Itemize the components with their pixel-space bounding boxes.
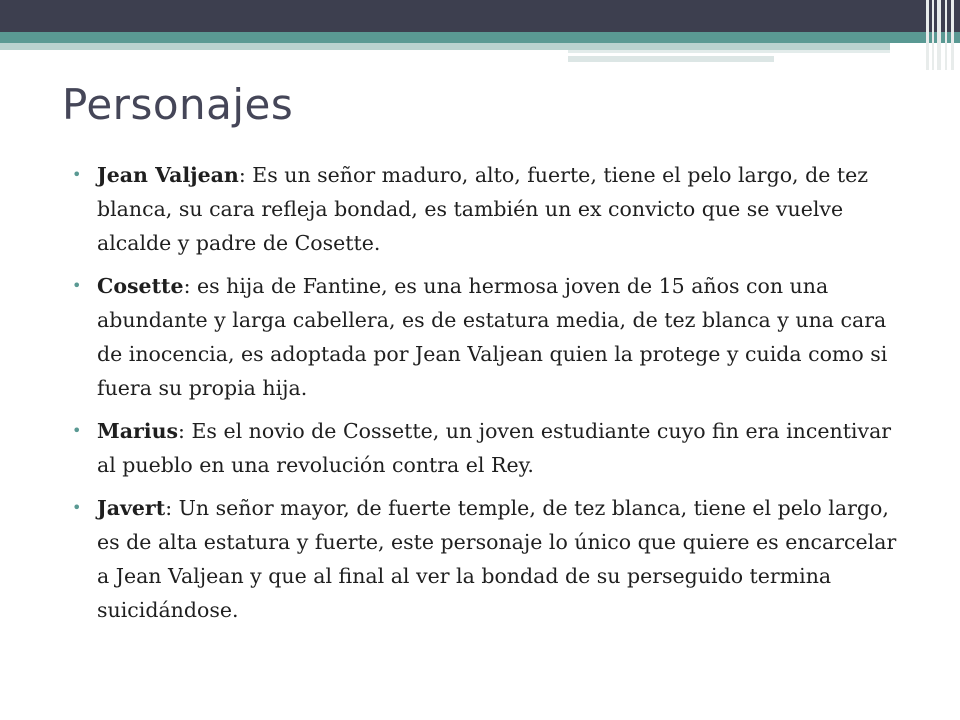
header-light-accent-bar [568,50,890,53]
character-list [72,158,912,636]
bullet-dot-icon: • [72,276,82,295]
header-light-accent-bar-lower [568,56,774,62]
corner-stripes [924,0,960,70]
corner-stripe [932,0,934,70]
character-name: Jean Valjean [97,163,239,187]
corner-stripe [951,0,954,70]
character-name: Javert [97,496,166,520]
character-description: : Es el novio de Cossette, un joven estudiante cuyo fin era incentivar al pueblo en una revolución contra el Rey. [97,419,892,477]
character-description: : es hija de Fantine, es una hermosa joven de 15 años con una abundante y larga cabellera, es de estatura media, de tez blanca y una cara de inocencia, es adoptada por Jean Valjean quien la protege y cuida como si fuera su propia hija. [97,274,888,400]
bullet-dot-icon: • [72,165,82,184]
bullet-dot-icon: • [72,421,82,440]
list-item [72,414,912,482]
corner-stripe [937,0,941,70]
list-item [72,269,912,405]
header-light-bar [0,43,890,50]
character-description: : Es un señor maduro, alto, fuerte, tiene el pelo largo, de tez blanca, su cara refleja bondad, es también un ex convicto que se vuelve alcalde y padre de Cosette. [97,163,869,255]
header-dark-bar [0,0,960,32]
list-item [72,491,912,627]
corner-stripe [926,0,929,70]
corner-stripe [945,0,947,70]
character-name: Marius [97,419,179,443]
character-name: Cosette [97,274,184,298]
character-description: : Un señor mayor, de fuerte temple, de tez blanca, tiene el pelo largo, es de alta estatura y fuerte, este personaje lo único que quiere es encarcelar a Jean Valjean y que al final al ver la bondad de su perseguido termina suicidándose. [97,496,897,622]
header-teal-bar [0,32,960,43]
slide-title: Personajes [62,80,294,129]
list-item [72,158,912,260]
bullet-dot-icon: • [72,498,82,517]
